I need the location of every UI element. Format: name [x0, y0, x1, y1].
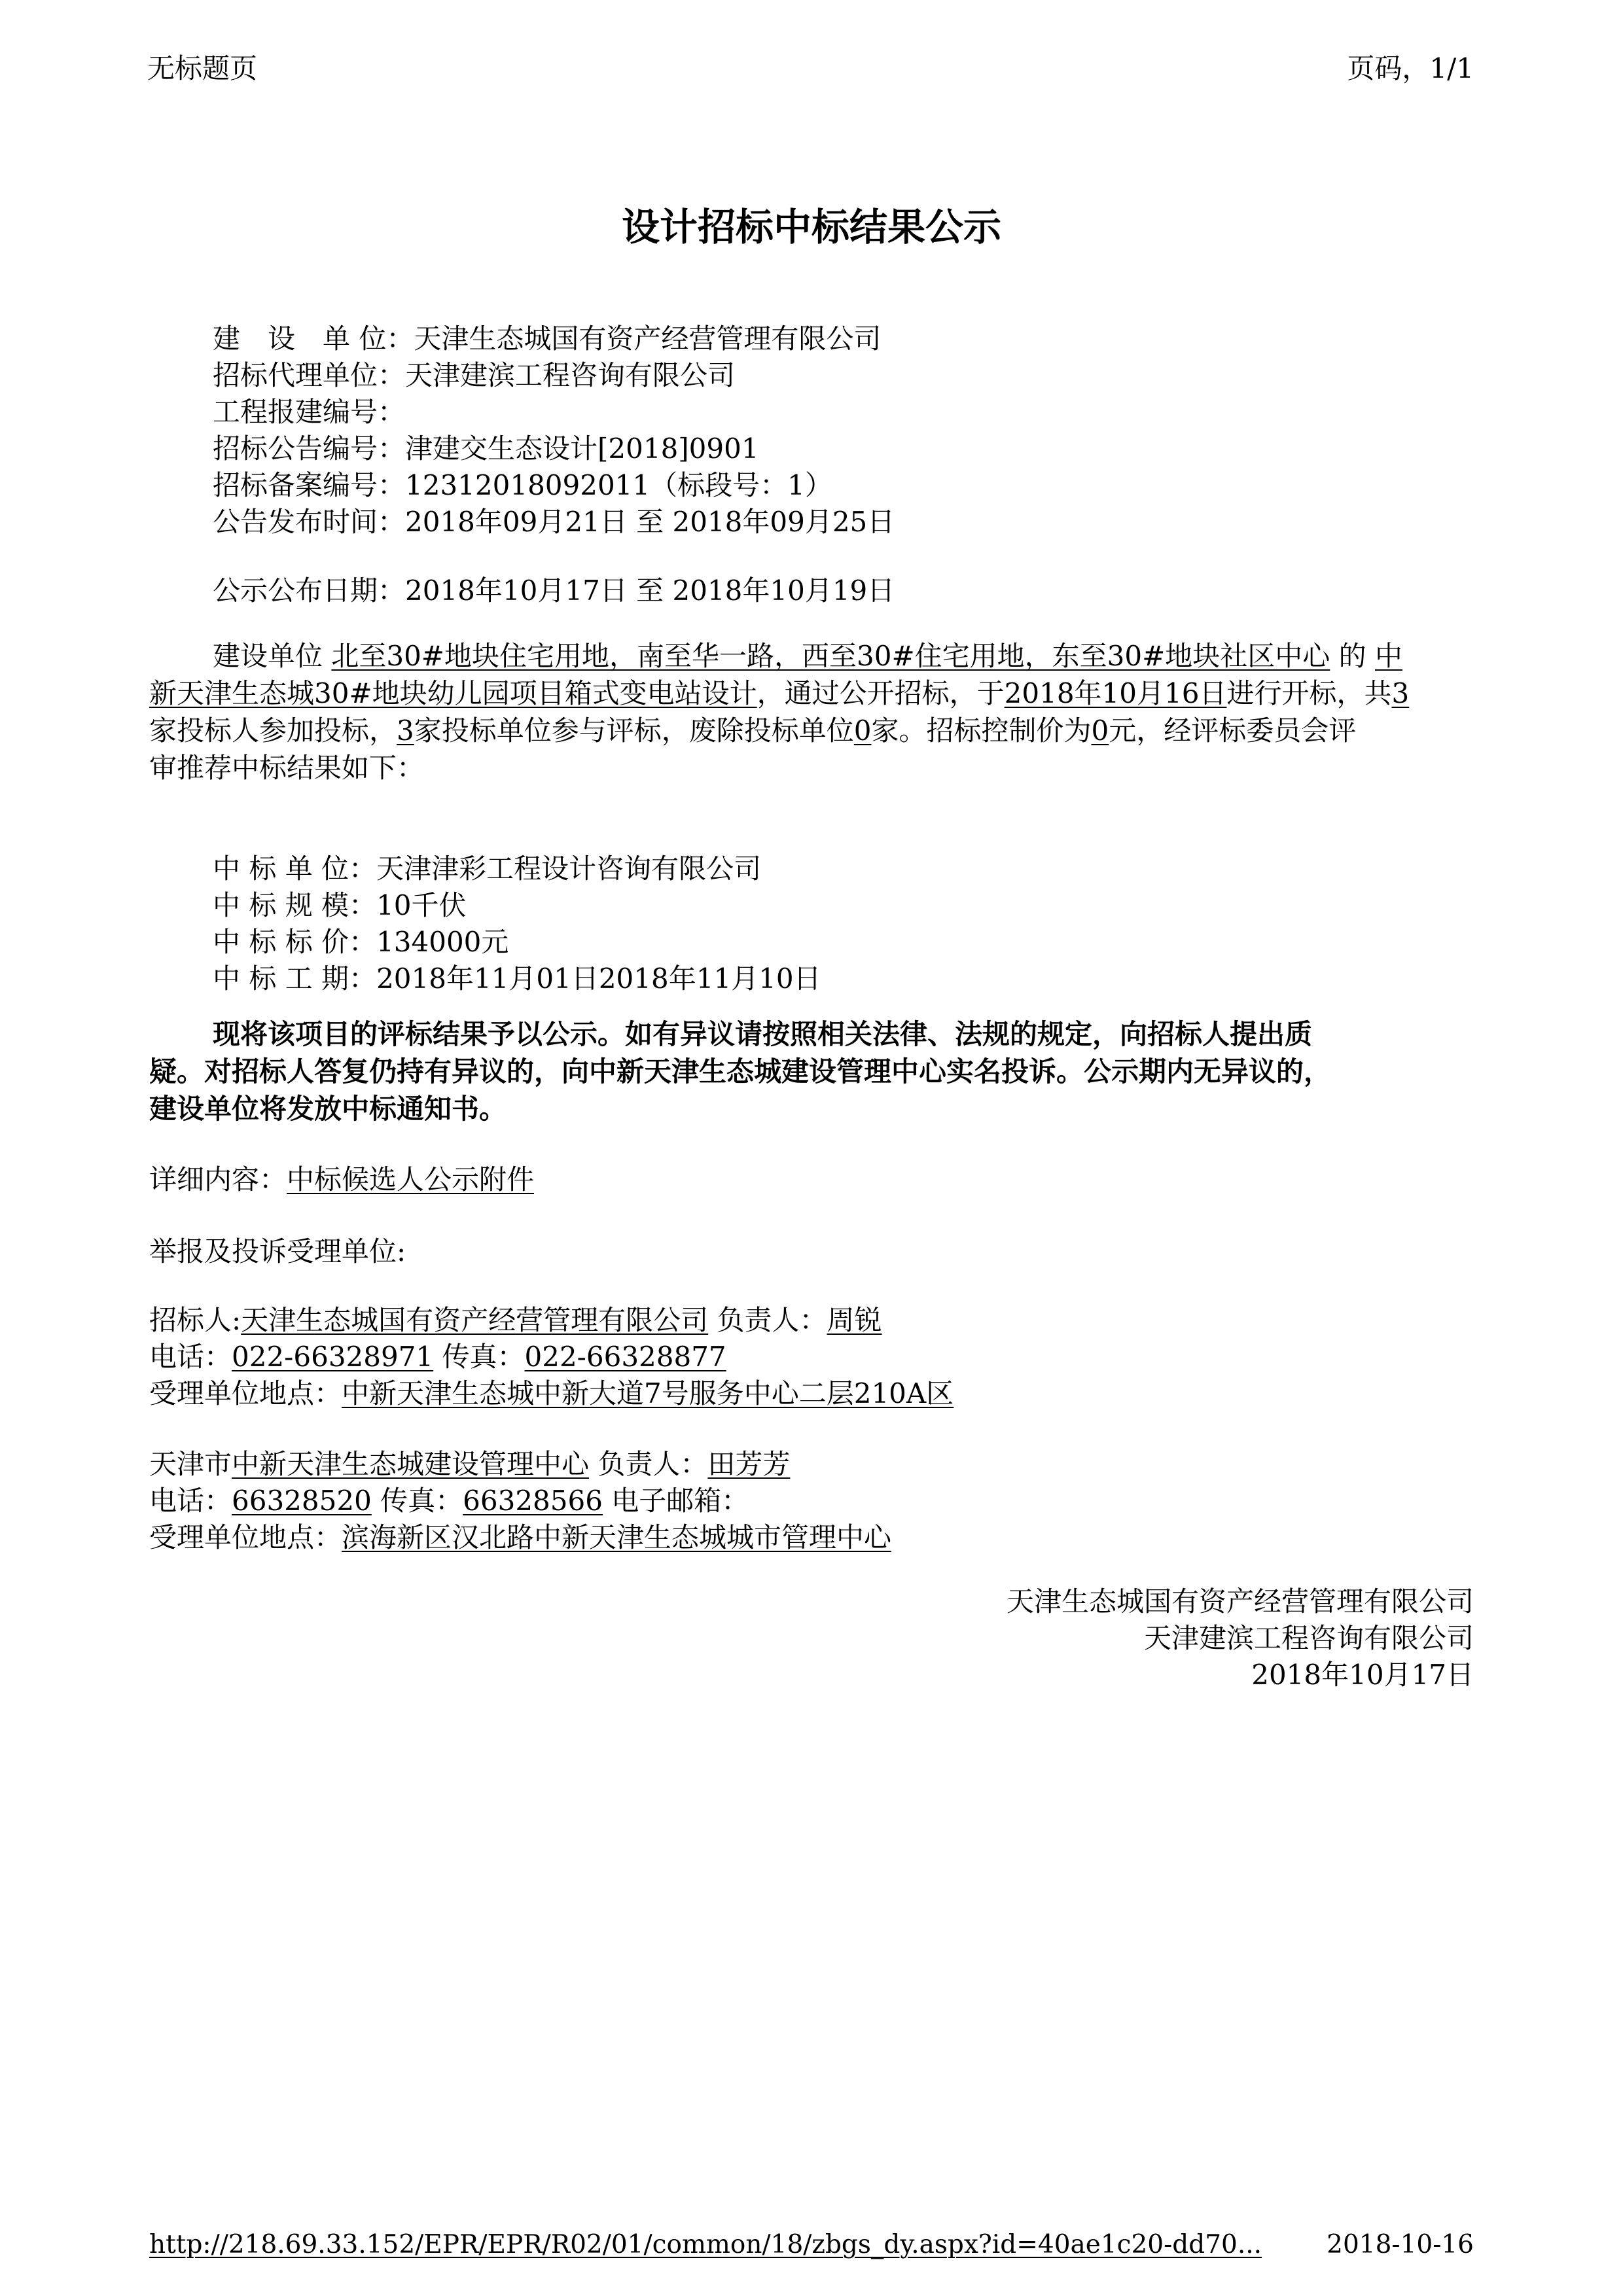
project-location-link[interactable]: 北至30#地块住宅用地，南至华一路，西至30#住宅用地，东至30#地块社区中心: [331, 640, 1330, 672]
notice-line: 现将该项目的评标结果予以公示。如有异议请按照相关法律、法规的规定，向招标人提出质: [213, 1018, 1313, 1050]
authority-row: [149, 1443, 790, 1482]
paragraph-text: 进行开标，共: [1226, 677, 1392, 709]
info-label: 公告发布时间：: [213, 506, 406, 538]
result-label: 中 标 工 期：: [213, 963, 377, 995]
info-value: 12312018092011（标段号：1）: [405, 469, 832, 501]
info-row-announcement-no: [213, 427, 759, 467]
result-row-period: [213, 957, 821, 997]
signature-line: 天津生态城国有资产经营管理有限公司: [1006, 1585, 1474, 1617]
contact-label: 天津市: [149, 1448, 232, 1480]
rejected-count: 0: [853, 715, 872, 747]
bidder-count: 3: [1391, 677, 1410, 709]
info-label: 公示公布日期：: [213, 574, 406, 607]
paragraph-text: 元，经评标委员会评: [1109, 715, 1357, 747]
paragraph-text: 家投标单位参与评标，废除投标单位: [414, 715, 854, 747]
contact-label: 电话：: [149, 1341, 232, 1373]
print-date: 2018-10-16: [1327, 2230, 1474, 2259]
page-header-title: 无标题页: [147, 52, 258, 84]
result-row-winner: [213, 847, 761, 887]
authority-address-row: [149, 1516, 891, 1555]
info-row-builder: [213, 317, 881, 357]
paragraph-text: 家。招标控制价为: [871, 715, 1092, 747]
page-title: 设计招标中标结果公示: [621, 205, 1001, 249]
tenderer-row: [149, 1299, 882, 1338]
authority-contact-person: 田芳芳: [707, 1448, 791, 1480]
contact-label: 受理单位地点：: [149, 1521, 342, 1553]
info-value: 2018年09月21日 至 2018年09月25日: [405, 506, 895, 538]
notice-line: 疑。对招标人答复仍持有异议的，向中新天津生态城建设管理中心实名投诉。公示期内无异议的，: [149, 1055, 1332, 1087]
signature-line: 天津建滨工程咨询有限公司: [1143, 1622, 1474, 1654]
contact-label: 传真：: [433, 1341, 525, 1373]
tenderer-address-row: [149, 1372, 954, 1411]
tenderer-phone: 022-66328971: [232, 1341, 434, 1373]
signature-block: [1007, 1583, 1474, 1693]
info-row-agent: [213, 354, 735, 393]
info-label: 招标代理单位：: [213, 359, 406, 391]
source-url[interactable]: http://218.69.33.152/EPR/EPR/R02/01/common/18/zbgs_dy.aspx?id=40ae1c20-dd70...: [149, 2230, 1262, 2259]
contact-label: 负责人：: [589, 1448, 708, 1480]
info-row-construction-no: [213, 391, 405, 430]
contact-label: 受理单位地点：: [149, 1377, 342, 1409]
paragraph-line-4: 审推荐中标结果如下：: [149, 752, 425, 784]
tenderer-phone-row: [149, 1335, 726, 1375]
project-name-link[interactable]: 中: [1374, 640, 1402, 672]
info-row-announcement-time: [213, 501, 895, 540]
info-label: 招标公告编号：: [213, 433, 406, 465]
info-value: 津建交生态设计[2018]0901: [405, 433, 759, 465]
paragraph-text: 的: [1330, 640, 1375, 672]
tenderer-name-link[interactable]: 天津生态城国有资产经营管理有限公司: [241, 1304, 709, 1336]
paragraph-line-1: [213, 635, 1402, 674]
notice-line: 建设单位将发放中标通知书。: [149, 1093, 507, 1125]
info-value: 天津建滨工程咨询有限公司: [405, 359, 736, 391]
control-price: 0: [1091, 715, 1109, 747]
info-row-publicity-date: [213, 569, 895, 609]
project-name-link[interactable]: 新天津生态城30#地块幼儿园项目箱式变电站设计: [149, 677, 757, 709]
result-label: 中 标 标 价：: [213, 926, 377, 958]
info-label: 建 设 单 位：: [213, 323, 414, 355]
result-value: 天津津彩工程设计咨询有限公司: [376, 853, 762, 885]
page-number: 页码，1/1: [1347, 52, 1474, 84]
authority-fax: 66328566: [463, 1485, 603, 1517]
complaint-title: 举报及投诉受理单位:: [149, 1235, 406, 1267]
contact-label: 招标人:: [149, 1304, 241, 1336]
detail-row: [149, 1158, 534, 1197]
tenderer-contact-person: 周锐: [827, 1304, 882, 1336]
result-row-price: [213, 921, 508, 960]
contact-label: 负责人：: [708, 1304, 827, 1336]
attachment-link[interactable]: 中标候选人公示附件: [287, 1163, 535, 1195]
result-label: 中 标 规 模：: [213, 889, 377, 921]
detail-label: 详细内容：: [149, 1163, 287, 1195]
result-label: 中 标 单 位：: [213, 853, 377, 885]
contact-label: 电话：: [149, 1485, 232, 1517]
result-value: 10千伏: [376, 889, 467, 921]
contact-label: 传真：: [371, 1485, 463, 1517]
tenderer-fax: 022-66328877: [524, 1341, 726, 1373]
tenderer-address: 中新天津生态城中新大道7号服务中心二层210A区: [342, 1377, 954, 1409]
result-value: 2018年11月01日2018年11月10日: [376, 963, 821, 995]
paragraph-text: 建设单位: [213, 640, 332, 672]
signature-line: 2018年10月17日: [1251, 1659, 1474, 1691]
result-row-scale: [213, 884, 467, 923]
authority-phone: 66328520: [232, 1485, 372, 1517]
info-value: 天津生态城国有资产经营管理有限公司: [414, 323, 882, 355]
bid-opening-date: 2018年10月16日: [1004, 677, 1227, 709]
paragraph-text: 家投标人参加投标，: [149, 715, 397, 747]
info-row-record-no: [213, 464, 832, 503]
authority-name-link[interactable]: 中新天津生态城建设管理中心: [232, 1448, 590, 1480]
info-label: 工程报建编号：: [213, 396, 406, 428]
paragraph-line-2: [149, 672, 1409, 711]
paragraph-text: ，通过公开招标，于: [757, 677, 1005, 709]
info-label: 招标备案编号：: [213, 469, 406, 501]
contact-label: 电子邮箱：: [602, 1485, 749, 1517]
authority-address: 滨海新区汉北路中新天津生态城城市管理中心: [342, 1521, 892, 1553]
info-value: 2018年10月17日 至 2018年10月19日: [405, 574, 895, 607]
paragraph-line-3: [149, 709, 1356, 749]
evaluated-count: 3: [397, 715, 414, 747]
authority-phone-row: [149, 1479, 749, 1519]
result-value: 134000元: [376, 926, 509, 958]
